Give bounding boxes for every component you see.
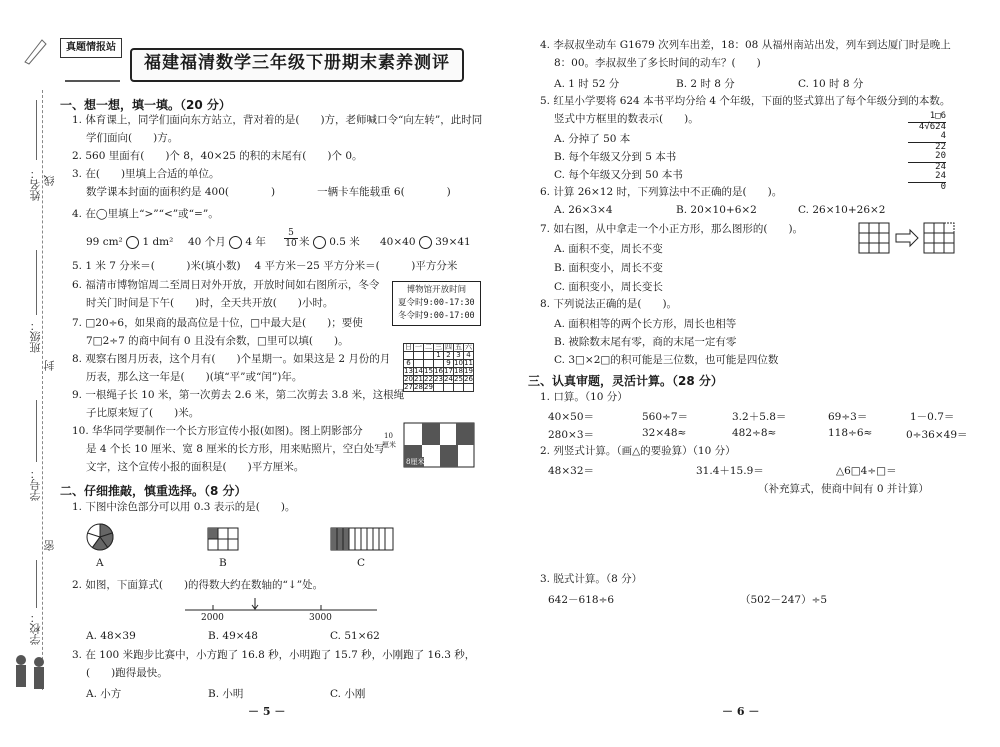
- r7-option-a: A. 面积不变，周长不变: [554, 243, 663, 255]
- division-step-5: 24: [935, 171, 946, 181]
- museum-hours-title: 博物馆开放时间: [406, 285, 467, 295]
- compare-2-right: 4 年: [245, 236, 266, 248]
- museum-hours-box: [392, 281, 481, 326]
- feng-label: 封: [43, 360, 56, 371]
- compare-3-right: 0.5 米: [329, 236, 360, 248]
- children-decoration-icon: [12, 650, 50, 695]
- calendar-cell: 2: [444, 352, 454, 360]
- division-quotient: 1□6: [929, 111, 946, 121]
- xian-label: 线: [43, 175, 56, 186]
- calendar-cell: 3: [454, 352, 464, 360]
- question-3b: 数学课本封面的面积约是 400( ) 一辆卡车能载重 6( ): [86, 186, 451, 198]
- compare-circle[interactable]: [229, 236, 242, 249]
- question-8a: 8. 观察右图月历表，这个月有( )个星期一。如果这是 2 月份的月: [72, 353, 391, 365]
- r7-option-c: C. 面积变小，周长变长: [554, 281, 663, 293]
- fraction: [284, 228, 298, 249]
- question-1b: 学们面向( )方。: [86, 132, 179, 144]
- calendar-cell: 9: [444, 360, 454, 368]
- name-fill-line: [36, 100, 38, 160]
- oral-2-5: 0÷36×49＝: [906, 429, 968, 441]
- calendar: [403, 343, 474, 392]
- page-title: 福建福清数学三年级下册期末素养测评: [144, 53, 450, 73]
- s2q3-option-c: C. 小刚: [330, 688, 366, 700]
- s2q2-option-c: C. 51×62: [330, 630, 380, 642]
- calendar-cell: 26: [464, 375, 473, 383]
- r5-option-a: A. 分掉了 50 本: [554, 133, 631, 145]
- s2q2-option-a: A. 48×39: [86, 630, 136, 642]
- r8-option-b: B. 被除数末尾有零，商的末尾一定有零: [554, 336, 737, 348]
- question-r4a: 4. 李叔叔坐动车 G1679 次列车出差，18：08 从福州南站出发，列车到达厦门时是晚上: [540, 39, 951, 51]
- question-2: 2. 560 里面有( )个 8，40×25 的积的末尾有( )个 0。: [72, 150, 363, 162]
- calendar-week-row: [404, 384, 474, 392]
- calendar-cell: 一: [415, 343, 422, 351]
- oral-1-2: 560÷7＝: [642, 411, 689, 423]
- question-r5b: 竖式中方框里的数表示( )。: [554, 113, 699, 125]
- calendar-cell: 21: [414, 375, 423, 383]
- poster-label-8cm: 8厘米: [406, 458, 425, 466]
- calendar-cell: 日: [405, 343, 412, 351]
- calendar-cell: 28: [414, 383, 423, 391]
- class-fill-line: [36, 250, 38, 315]
- calendar-cell: 23: [434, 375, 443, 383]
- calendar-cell: 4: [464, 352, 474, 360]
- header: [60, 28, 470, 88]
- summer-hours: 夏令时9:00-17:30: [398, 298, 475, 308]
- r5-option-c: C. 每个年级又分到 50 本书: [554, 169, 683, 181]
- mi-label: 密: [43, 540, 56, 551]
- question-4-compare-4: [380, 235, 471, 250]
- calendar-cell: 16: [434, 367, 443, 375]
- s2-question-3b: ( )跑得最快。: [86, 667, 168, 679]
- calc-3-heading: 3. 脱式计算。（8 分）: [540, 573, 643, 585]
- calendar-cell: 四: [445, 343, 452, 351]
- calendar-cell: 14: [414, 367, 423, 375]
- calendar-cell: 25: [454, 375, 463, 383]
- binding-strip: [0, 0, 56, 747]
- s2q1-option-b-label: B: [219, 557, 227, 569]
- calendar-cell: 11: [464, 359, 473, 367]
- question-r4b: 8：00。李叔叔坐了多长时间的动车？( ): [554, 57, 761, 69]
- poster-label-cm: 厘米: [382, 441, 396, 449]
- calendar-cell: [454, 384, 464, 392]
- long-division: [908, 112, 946, 192]
- r5-option-b: B. 每个年级又分到 5 本书: [554, 151, 677, 163]
- r6-option-c: C. 26×10+26×2: [798, 204, 886, 216]
- compare-1-right: 1 dm²: [142, 236, 174, 248]
- s2q1-option-a-label: A: [96, 557, 104, 569]
- seat-fill-line: [36, 400, 38, 462]
- winter-hours: 冬令时9:00-17:00: [398, 311, 475, 321]
- question-10a: 10. 华华同学要制作一个长方形宣传小报(如图)。图上阴影部分: [72, 425, 363, 437]
- school-fill-line: [36, 560, 38, 608]
- oral-2-2: 32×48≈: [642, 427, 687, 439]
- question-4-compare-1: [86, 235, 173, 250]
- step-calc-1: 642－618÷6: [548, 594, 615, 606]
- calendar-cell: [444, 384, 454, 392]
- section-3-heading: 三、认真审题，灵活计算。（28 分）: [528, 374, 723, 388]
- s2-question-3a: 3. 在 100 米跑步比赛中，小方跑了 16.8 秒，小明跑了 15.7 秒，小刚跑了 16.3 秒，: [72, 649, 476, 661]
- calendar-cell: 13: [404, 367, 413, 375]
- square-grid-figure: [858, 222, 970, 254]
- badge: 真题情报站: [60, 38, 122, 58]
- calendar-cell: 29: [424, 383, 433, 391]
- calendar-cell: 17: [444, 367, 453, 375]
- calendar-cell: [424, 352, 434, 360]
- question-7a: 7. □20÷6，如果商的最高位是十位，□中最大是( )；要使: [72, 317, 363, 329]
- calendar-week-row: [404, 352, 474, 360]
- r4-option-a: A. 1 时 52 分: [554, 78, 620, 90]
- vertical-calc-note: （补充算式，使商中间有 0 并计算）: [758, 483, 929, 495]
- question-1a: 1. 体育课上，同学们面向东方站立，背对着的是( )方，老师喊口令“向左转”，此时同: [72, 114, 483, 126]
- desk-icon: [65, 62, 120, 82]
- class-label: 班级：: [29, 320, 42, 353]
- s2-question-1: 1. 下图中涂色部分可以用 0.3 表示的是( )。: [72, 501, 296, 513]
- fraction-numerator: 5: [284, 228, 298, 239]
- fraction-unit: 米: [299, 236, 310, 248]
- r8-option-c: C. 3□×2□的积可能是三位数，也可能是四位数: [554, 354, 779, 366]
- calc-1-heading: 1. 口算。（10 分）: [540, 391, 628, 403]
- section-2-heading: 二、仔细推敲，慎重选择。（8 分）: [60, 484, 247, 498]
- question-7b: 7□2÷7 的商中间有 0 且没有余数，□里可以填( )。: [86, 335, 349, 347]
- right-page: [500, 0, 1000, 747]
- poster-label-10: 10: [384, 432, 393, 440]
- number-line-tick-2000: 2000: [201, 613, 224, 623]
- calendar-cell: 15: [424, 367, 433, 375]
- fraction-denominator: 10: [285, 239, 297, 249]
- s2-question-2: 2. 如图，下面算式( )的得数大约在数轴的“↓”处。: [72, 579, 324, 591]
- question-10c: 文字，这个宣传小报的面积是( )平方厘米。: [86, 461, 305, 473]
- division-step-4: 24: [908, 162, 946, 173]
- question-5: 5. 1 米 7 分米＝( )米(填小数) 4 平方米－25 平方分米＝( )平方分米: [72, 260, 458, 272]
- calendar-cell: 二: [425, 343, 432, 351]
- page-number-5: － 5 －: [248, 705, 286, 718]
- s2q2-option-b: B. 49×48: [208, 630, 258, 642]
- calendar-table: [403, 343, 474, 392]
- s2q3-option-a: A. 小方: [86, 688, 122, 700]
- compare-circle[interactable]: [313, 236, 326, 249]
- question-4-compare-3: [299, 235, 360, 250]
- question-9b: 子比原来短了( )米。: [86, 407, 200, 419]
- oral-1-3: 3.2＋5.8＝: [732, 411, 787, 423]
- grid-option-c: [330, 527, 394, 551]
- question-r8: 8. 下列说法正确的是( )。: [540, 298, 678, 310]
- division-step-3: 20: [935, 151, 946, 161]
- question-r6: 6. 计算 26×12 时，下列算法中不正确的是( )。: [540, 186, 783, 198]
- calendar-cell: 20: [404, 375, 413, 383]
- oral-2-3: 482÷8≈: [732, 427, 777, 439]
- r4-option-b: B. 2 时 8 分: [676, 78, 735, 90]
- calc-2-heading: 2. 列竖式计算。（画△的要验算）（10 分）: [540, 445, 736, 457]
- vertical-calc-3: △6□4÷□＝: [836, 465, 897, 477]
- calendar-cell: [464, 384, 474, 392]
- question-9a: 9. 一根绳子长 10 米，第一次剪去 2.6 米，第二次剪去 3.8 米，这根绳: [72, 389, 405, 401]
- oral-1-5: 1－0.7＝: [910, 411, 955, 423]
- oral-1-1: 40×50＝: [548, 411, 595, 423]
- compare-4-left: 40×40: [380, 236, 416, 248]
- question-6a: 6. 福清市博物馆周二至周日对外开放，开放时间如右图所示，冬令: [72, 279, 380, 291]
- question-3: 3. 在( )里填上合适的单位。: [72, 168, 220, 180]
- calendar-cell: 19: [464, 367, 473, 375]
- calendar-cell: 22: [424, 375, 433, 383]
- question-4-compare-2: [188, 235, 266, 250]
- r6-option-b: B. 20×10+6×2: [676, 204, 757, 216]
- poster-figure: [382, 422, 476, 470]
- division-step-1: 4: [940, 131, 946, 141]
- division-dividend: 4√624: [908, 122, 946, 133]
- poster-svg: [382, 422, 476, 470]
- r7-option-b: B. 面积变小，周长不变: [554, 262, 663, 274]
- compare-1-left: 99 cm²: [86, 236, 123, 248]
- compare-2-left: 40 个月: [188, 236, 226, 248]
- r4-option-c: C. 10 时 8 分: [798, 78, 864, 90]
- question-r5a: 5. 红星小学要将 624 本书平均分给 4 个年级，下面的竖式算出了每个年级分到的本数。: [540, 95, 951, 107]
- question-4: 4. 在◯里填上“>”“<”或“=”。: [72, 208, 219, 220]
- calendar-cell: 27: [404, 383, 413, 391]
- step-calc-2: （502－247）÷5: [740, 594, 828, 606]
- name-label: 姓名：: [29, 168, 42, 201]
- section-1-heading: 一、想一想，填一填。（20 分）: [60, 98, 231, 112]
- school-label: 学校：: [29, 612, 42, 645]
- calendar-cell: [414, 352, 424, 360]
- s2q3-option-b: B. 小明: [208, 688, 244, 700]
- question-6b: 时关门时间是下午( )时，全天共开放( )小时。: [86, 297, 334, 309]
- r8-option-a: A. 面积相等的两个长方形，周长也相等: [554, 318, 737, 330]
- division-step-2: 22: [908, 142, 946, 153]
- compare-circle[interactable]: [126, 236, 139, 249]
- division-remainder: 0: [908, 182, 946, 193]
- calendar-cell: 24: [444, 375, 453, 383]
- s2q1-option-c-label: C: [357, 557, 366, 569]
- calendar-cell: 10: [454, 359, 463, 367]
- grid-option-b: [207, 527, 239, 551]
- oral-1-4: 69÷3＝: [828, 411, 868, 423]
- question-8b: 历表，那么这一年是( )(填“平”或“闰”)年。: [86, 371, 303, 383]
- calendar-cell: 六: [465, 343, 472, 351]
- seat-label: 学号：: [29, 468, 42, 501]
- oral-2-1: 280×3＝: [548, 429, 595, 441]
- compare-circle[interactable]: [419, 236, 432, 249]
- oral-2-4: 118÷6≈: [828, 427, 873, 439]
- r6-option-a: A. 26×3×4: [554, 204, 613, 216]
- calendar-cell: 6: [404, 360, 414, 368]
- pie-option-a: [85, 522, 115, 552]
- calendar-cell: 三: [435, 343, 442, 351]
- question-r7: 7. 如右图，从中拿走一个小正方形，那么图形的( )。: [540, 223, 804, 235]
- vertical-calc-2: 31.4＋15.9＝: [696, 465, 764, 477]
- vertical-calc-1: 48×32＝: [548, 465, 595, 477]
- calendar-cell: 五: [455, 343, 462, 351]
- calendar-cell: [434, 384, 444, 392]
- page-number-6: － 6 －: [722, 705, 760, 718]
- pen-decoration-icon: [22, 35, 48, 65]
- compare-4-right: 39×41: [435, 236, 471, 248]
- number-line-tick-3000: 3000: [309, 613, 332, 623]
- question-10b: 是 4 个长 10 厘米、宽 8 厘米的长方形，用来贴照片，空白处写: [86, 443, 385, 455]
- calendar-cell: 1: [434, 352, 444, 360]
- calendar-cell: 18: [454, 367, 463, 375]
